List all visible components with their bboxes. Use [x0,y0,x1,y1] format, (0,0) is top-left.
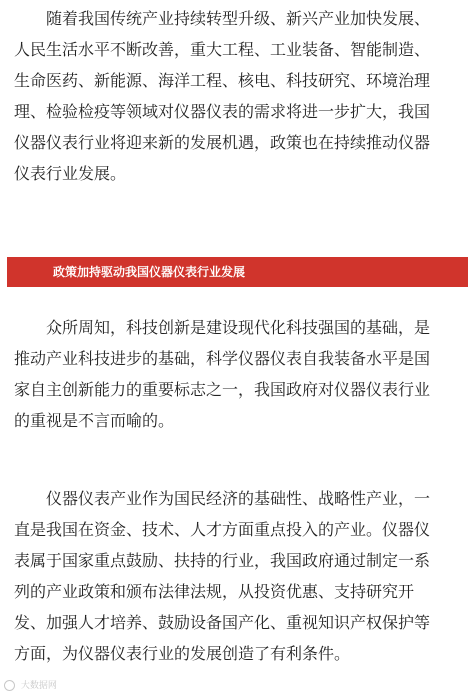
section-heading: 政策加持驱动我国仪器仪表行业发展 [53,265,246,279]
section-heading-bar [7,257,468,287]
paragraph-line: 众所周知，科技创新是建设现代化科技强国的基础，是 [46,318,431,337]
watermark [4,678,57,694]
paragraph-line: 仪表行业发展。 [14,164,127,183]
paragraph-line: 推动产业科技进步的基础，科学仪器仪表自我装备水平是国 [14,349,431,368]
paragraph-line: 发、加强人才培养、鼓励设备国产化、重视知识产权保护等 [14,613,431,632]
paragraph-line: 列的产业政策和颁布法律法规，从投资优惠、支持研究开 [14,582,415,601]
paragraph-line: 随着我国传统产业持续转型升级、新兴产业加快发展、 [46,9,431,28]
paragraph-3 [14,483,464,669]
paragraph-line: 仪器仪表行业将迎来新的发展机遇，政策也在持续推动仪器 [14,133,431,152]
paragraph-1 [14,3,464,189]
paragraph-line: 表属于国家重点鼓励、扶持的行业，我国政府通过制定一系 [14,551,431,570]
paragraph-line: 方面，为仪器仪表行业的发展创造了有利条件。 [14,644,351,663]
paragraph-line: 直是我国在资金、技术、人才方面重点投入的产业。仪器仪 [14,520,431,539]
watermark-logo-icon [4,680,15,691]
paragraph-line: 生命医药、新能源、海洋工程、核电、科技研究、环境治理 [14,71,431,90]
watermark-text: 大数据网 [20,681,57,691]
paragraph-2 [14,312,464,436]
paragraph-line: 的重视是不言而喻的。 [14,411,175,430]
paragraph-line: 人民生活水平不断改善，重大工程、工业装备、智能制造、 [14,40,431,59]
paragraph-line: 家自主创新能力的重要标志之一，我国政府对仪器仪表行业 [14,380,431,399]
paragraph-line: 理、检验检疫等领域对仪器仪表的需求将进一步扩大，我国 [14,102,431,121]
paragraph-line: 仪器仪表产业作为国民经济的基础性、战略性产业，一 [46,489,431,508]
